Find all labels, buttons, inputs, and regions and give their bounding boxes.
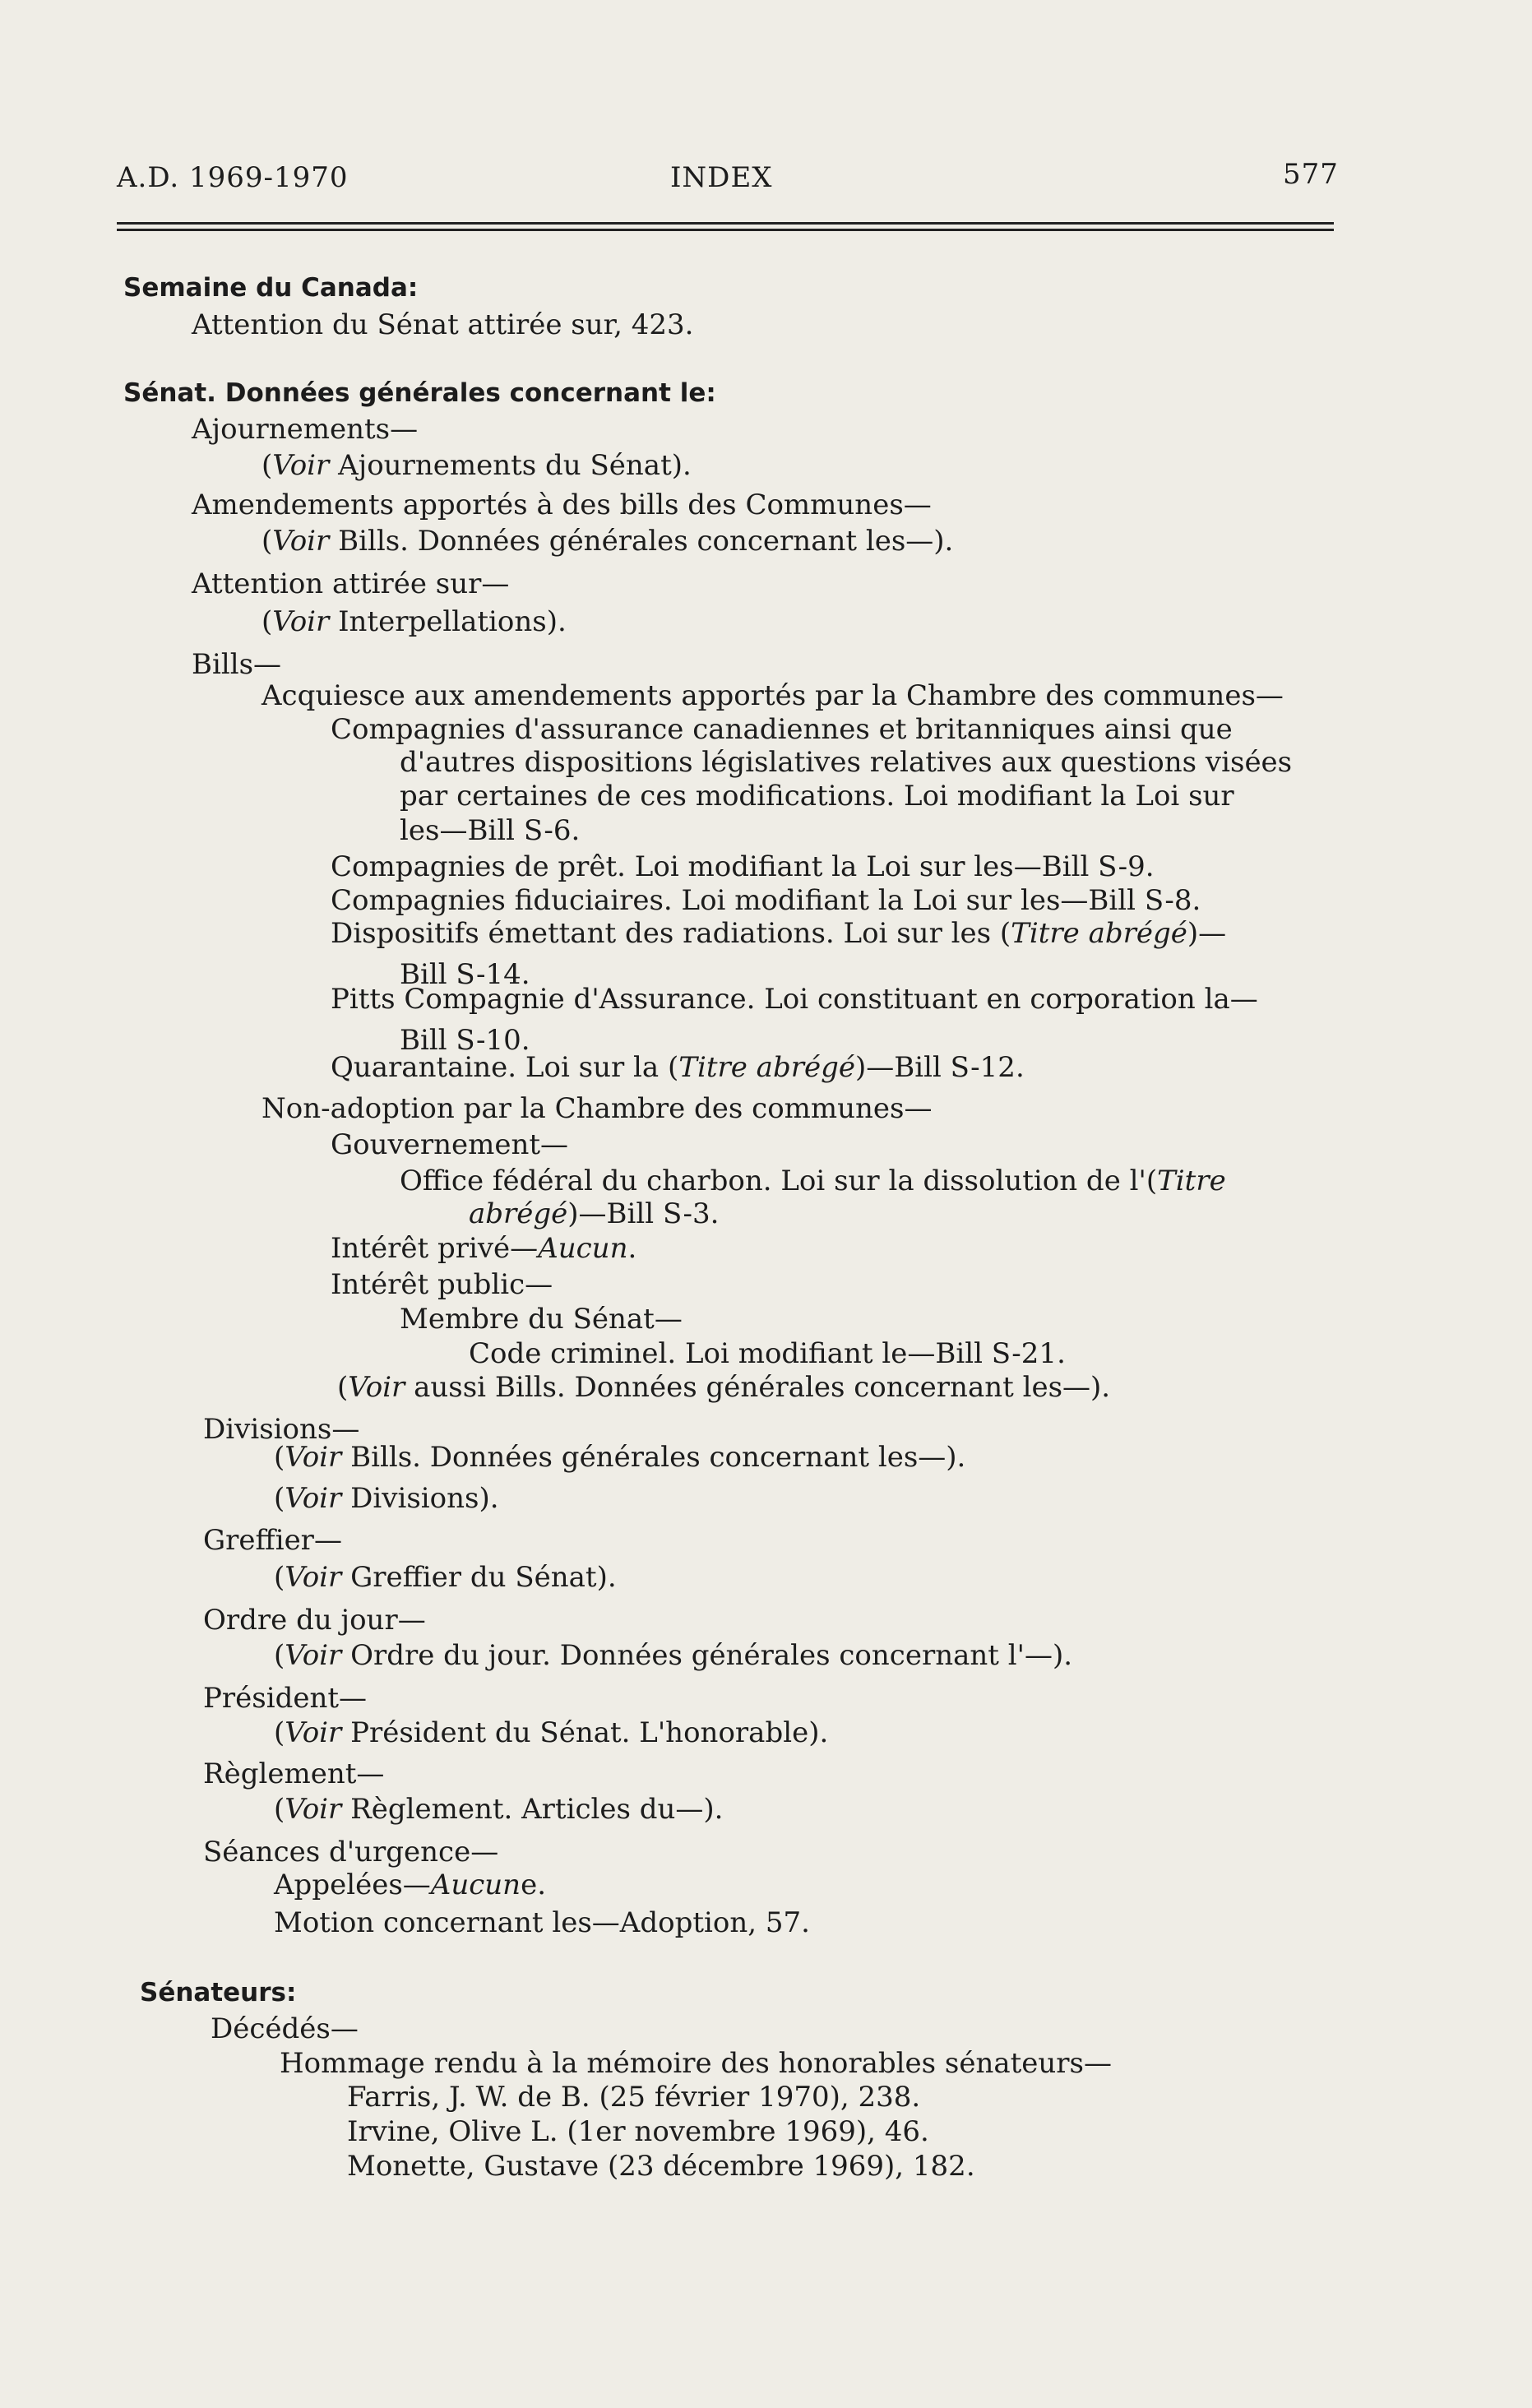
index-entry: Divisions—	[203, 1413, 360, 1446]
index-entry: Compagnies d'assurance canadiennes et britanniques ainsi que	[331, 713, 1233, 746]
index-entry: (Voir Divisions).	[274, 1482, 499, 1515]
index-entry: Gouvernement—	[331, 1128, 569, 1161]
index-entry: Greffier—	[203, 1524, 342, 1557]
index-entry: Bills—	[192, 648, 282, 681]
index-entry: Ajournements—	[192, 413, 419, 446]
index-entry: Décédés—	[211, 2012, 359, 2045]
index-entry: Règlement—	[203, 1757, 385, 1790]
section-heading: Semaine du Canada:	[123, 273, 419, 303]
index-entry: Hommage rendu à la mémoire des honorables sénateurs—	[280, 2047, 1112, 2080]
index-entry: Bill S-10.	[400, 1024, 530, 1057]
index-entry: (Voir Bills. Données générales concernant les—).	[262, 525, 954, 558]
index-entry: Motion concernant les—Adoption, 57.	[274, 1906, 810, 1939]
index-entry: (Voir Bills. Données générales concernant les—).	[274, 1441, 966, 1474]
index-entry: Code criminel. Loi modifiant le—Bill S-21.	[469, 1337, 1066, 1370]
header-rule-bottom	[117, 229, 1334, 231]
index-entry: Attention attirée sur—	[192, 567, 510, 600]
index-entry: Quarantaine. Loi sur la (Titre abrégé)—Bill S-12.	[331, 1051, 1025, 1084]
index-entry: Non-adoption par la Chambre des communes—	[262, 1092, 933, 1125]
index-entry: Monette, Gustave (23 décembre 1969), 182.	[347, 2150, 975, 2183]
index-entry: abrégé)—Bill S-3.	[469, 1197, 720, 1230]
index-entry: Intérêt public—	[331, 1268, 553, 1301]
index-entry: les—Bill S-6.	[400, 814, 581, 847]
index-entry: par certaines de ces modifications. Loi modifiant la Loi sur	[400, 780, 1234, 813]
index-entry: (Voir Ajournements du Sénat).	[262, 449, 692, 482]
index-entry: (Voir Ordre du jour. Données générales concernant l'—).	[274, 1639, 1073, 1672]
index-entry: Membre du Sénat—	[400, 1303, 683, 1336]
index-entry: Irvine, Olive L. (1er novembre 1969), 46.	[347, 2115, 929, 2148]
index-entry: Farris, J. W. de B. (25 février 1970), 238.	[347, 2081, 921, 2114]
index-entry: Intérêt privé—Aucun.	[331, 1232, 637, 1265]
index-entry: Président—	[203, 1682, 368, 1715]
index-entry: Office fédéral du charbon. Loi sur la dissolution de l'(Titre	[400, 1165, 1226, 1197]
index-entry: Compagnies de prêt. Loi modifiant la Loi sur les—Bill S-9.	[331, 850, 1155, 883]
index-entry: Acquiesce aux amendements apportés par la Chambre des communes—	[262, 679, 1284, 712]
running-head-title: INDEX	[670, 161, 773, 194]
index-entry: Dispositifs émettant des radiations. Loi sur les (Titre abrégé)—	[331, 917, 1227, 950]
index-entry: (Voir Interpellations).	[262, 605, 567, 638]
index-entry: Amendements apportés à des bills des Communes—	[192, 489, 932, 521]
page-number: 577	[1283, 158, 1339, 191]
running-head-years: A.D. 1969-1970	[117, 161, 349, 194]
index-entry: Bill S-14.	[400, 958, 530, 991]
index-entry: Compagnies fiduciaires. Loi modifiant la Loi sur les—Bill S-8.	[331, 884, 1201, 917]
index-entry: (Voir aussi Bills. Données générales concernant les—).	[337, 1371, 1111, 1404]
index-entry: Attention du Sénat attirée sur, 423.	[192, 308, 694, 341]
index-entry: (Voir Président du Sénat. L'honorable).	[274, 1716, 829, 1749]
index-entry: (Voir Règlement. Articles du—).	[274, 1793, 724, 1826]
index-entry: Séances d'urgence—	[203, 1836, 499, 1869]
section-heading: Sénateurs:	[140, 1978, 297, 2007]
section-heading: Sénat. Données générales concernant le:	[123, 378, 716, 408]
index-entry: (Voir Greffier du Sénat).	[274, 1561, 617, 1594]
index-entry: d'autres dispositions législatives relatives aux questions visées	[400, 746, 1293, 779]
index-entry: Pitts Compagnie d'Assurance. Loi constituant en corporation la—	[331, 983, 1258, 1016]
header-rule-top	[117, 222, 1334, 225]
index-entry: Ordre du jour—	[203, 1604, 426, 1637]
index-entry: Appelées—Aucune.	[274, 1869, 547, 1901]
